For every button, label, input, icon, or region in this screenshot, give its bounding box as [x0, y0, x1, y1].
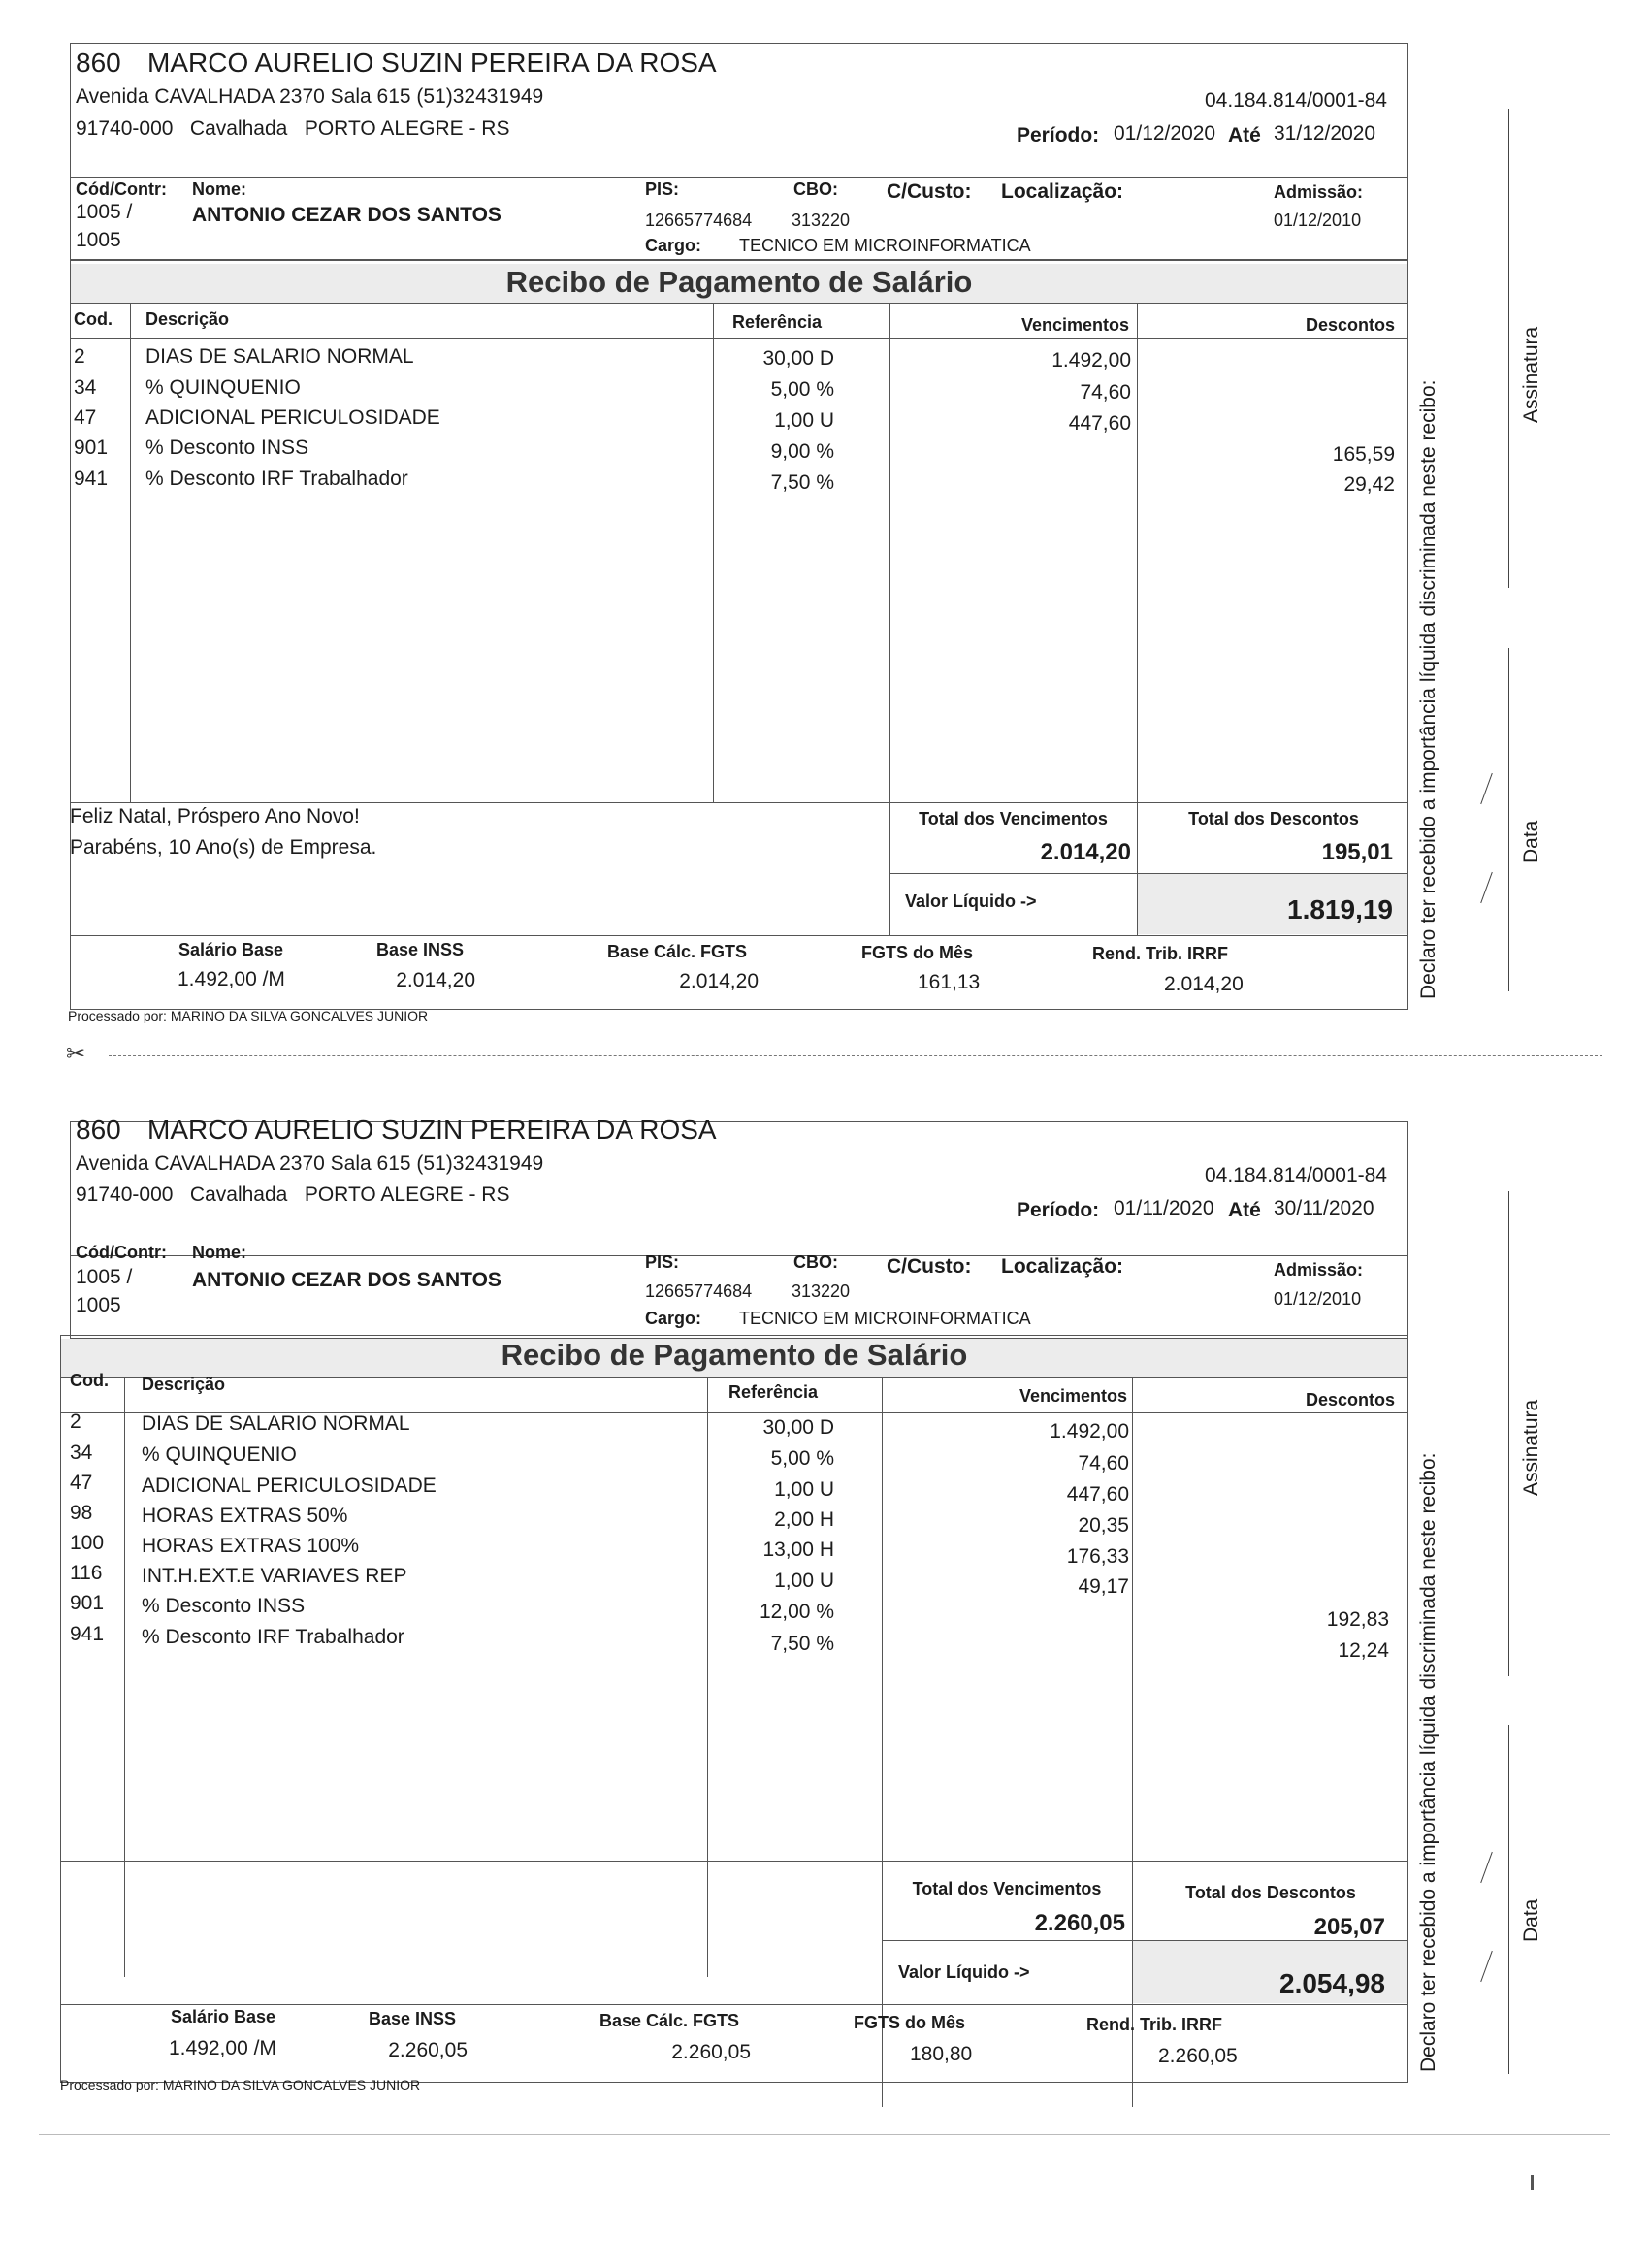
declaration-text: Declaro ter recebido a importância líquida discriminada neste recibo:	[1417, 1452, 1439, 2072]
col-cod-divider	[124, 1377, 125, 1977]
item-cod: 901	[74, 437, 109, 459]
item-referencia: 1,00 U	[774, 1478, 834, 1501]
item-referencia: 7,50 %	[770, 1633, 834, 1655]
item-vencimentos: 447,60	[1068, 412, 1131, 435]
item-referencia: 1,00 U	[774, 409, 834, 432]
period-start: 01/11/2020	[1114, 1197, 1214, 1219]
bases-divider	[70, 935, 1408, 936]
receipt-title: Recibo de Pagamento de Salário	[501, 1338, 968, 1372]
item-referencia: 2,00 H	[774, 1508, 834, 1531]
item-cod: 47	[74, 406, 97, 429]
scissors-icon: ✂	[66, 1041, 86, 1067]
item-vencimentos: 176,33	[1066, 1545, 1129, 1568]
pis-value: 12665774684	[645, 211, 753, 230]
date-label: Data	[1520, 820, 1542, 863]
processed-by: Processado por: MARINO DA SILVA GONCALVES JUNIOR	[68, 1008, 429, 1023]
col-venc-divider	[882, 1377, 883, 2107]
header-referencia: Referência	[728, 1382, 819, 1402]
fgts-mes-value: 180,80	[910, 2043, 973, 2065]
salario-base-value: 1.492,00 /M	[178, 968, 285, 990]
header-row-divider	[70, 338, 1408, 339]
localizacao-label: Localização:	[1001, 1255, 1124, 1278]
company-address: Avenida CAVALHADA 2370 Sala 615 (51)32431949	[76, 85, 544, 108]
cbo-label: CBO:	[793, 1252, 838, 1272]
item-cod: 941	[74, 468, 109, 490]
col-ref-divider	[707, 1377, 708, 1977]
item-descricao: HORAS EXTRAS 50%	[142, 1505, 348, 1527]
item-referencia: 30,00 D	[762, 1416, 834, 1439]
header-descricao: Descrição	[142, 1375, 226, 1394]
header-vencimentos: Vencimentos	[1020, 315, 1129, 335]
date-slash	[1480, 872, 1493, 903]
code-label: Cód/Contr:	[76, 179, 167, 199]
item-vencimentos: 447,60	[1066, 1483, 1129, 1506]
pis-label: PIS:	[645, 179, 680, 199]
col-cod-divider	[130, 303, 131, 802]
item-referencia: 30,00 D	[762, 347, 834, 370]
cargo-label: Cargo:	[645, 1309, 701, 1328]
item-descricao: % Desconto IRF Trabalhador	[146, 468, 408, 490]
fgts-mes-label: FGTS do Mês	[861, 943, 974, 962]
admissao-label: Admissão:	[1274, 182, 1364, 202]
code-line2: 1005	[76, 1294, 121, 1316]
admissao-value: 01/12/2010	[1274, 211, 1362, 230]
item-descontos: 165,59	[1332, 443, 1395, 466]
period-until-label: Até	[1228, 124, 1261, 146]
total-vencimentos-label: Total dos Vencimentos	[912, 1879, 1102, 1898]
company-city: 91740-000 Cavalhada PORTO ALEGRE - RS	[76, 117, 510, 140]
company-name: MARCO AURELIO SUZIN PEREIRA DA ROSA	[147, 1115, 717, 1145]
signature-line	[1508, 109, 1509, 588]
item-vencimentos: 74,60	[1078, 1452, 1129, 1474]
admissao-value: 01/12/2010	[1274, 1289, 1362, 1309]
salario-base-label: Salário Base	[171, 2007, 276, 2026]
date-slash	[1480, 1951, 1493, 1982]
item-referencia: 5,00 %	[770, 378, 834, 401]
header-vencimentos: Vencimentos	[1018, 1386, 1127, 1406]
item-descricao: % QUINQUENIO	[146, 376, 301, 399]
signature-line	[1508, 1191, 1509, 1676]
item-vencimentos: 74,60	[1080, 381, 1131, 404]
pis-value: 12665774684	[645, 1281, 753, 1301]
rend-irrf-value: 2.260,05	[1158, 2045, 1238, 2067]
base-fgts-value: 2.260,05	[671, 2041, 751, 2063]
base-inss-value: 2.260,05	[388, 2039, 468, 2061]
pis-label: PIS:	[645, 1252, 680, 1272]
cargo-value: TECNICO EM MICROINFORMATICA	[739, 236, 1031, 255]
localizacao-label: Localização:	[1001, 180, 1124, 203]
company-address: Avenida CAVALHADA 2370 Sala 615 (51)32431949	[76, 1152, 544, 1175]
item-descricao: ADICIONAL PERICULOSIDADE	[142, 1474, 436, 1497]
employee-name: ANTONIO CEZAR DOS SANTOS	[192, 204, 501, 226]
header-descontos: Descontos	[1305, 315, 1395, 335]
total-descontos-value: 195,01	[1321, 839, 1393, 865]
item-cod: 2	[74, 345, 85, 368]
total-descontos-label: Total dos Descontos	[1185, 1883, 1356, 1902]
valor-liquido-label: Valor Líquido ->	[905, 891, 1037, 911]
header-cod: Cod.	[70, 1371, 109, 1390]
base-inss-value: 2.014,20	[396, 969, 475, 991]
company-code: 860	[76, 1115, 121, 1145]
base-inss-label: Base INSS	[369, 2009, 457, 2028]
title-divider	[70, 303, 1408, 304]
item-cod: 116	[70, 1562, 103, 1584]
company-name: MARCO AURELIO SUZIN PEREIRA DA ROSA	[147, 48, 717, 78]
item-referencia: 13,00 H	[762, 1539, 834, 1561]
employee-name: ANTONIO CEZAR DOS SANTOS	[192, 1269, 501, 1291]
total-vencimentos-value: 2.260,05	[1034, 1910, 1125, 1936]
company-city: 91740-000 Cavalhada PORTO ALEGRE - RS	[76, 1183, 510, 1206]
rend-irrf-label: Rend. Trib. IRRF	[1086, 2015, 1223, 2034]
company-code: 860	[76, 48, 121, 78]
header-divider	[70, 1255, 1408, 1256]
item-descricao: INT.H.EXT.E VARIAVES REP	[142, 1565, 407, 1587]
salario-base-label: Salário Base	[178, 940, 284, 959]
processed-by: Processado por: MARINO DA SILVA GONCALVES JUNIOR	[60, 2077, 421, 2092]
total-descontos-label: Total dos Descontos	[1188, 809, 1359, 828]
item-descricao: ADICIONAL PERICULOSIDADE	[146, 406, 440, 429]
period-label: Período:	[1017, 124, 1100, 146]
period-until-label: Até	[1228, 1199, 1261, 1221]
item-cod: 901	[70, 1592, 105, 1614]
period-start: 01/12/2020	[1114, 122, 1216, 145]
item-vencimentos: 1.492,00	[1051, 349, 1131, 372]
base-inss-label: Base INSS	[376, 940, 465, 959]
item-cod: 34	[70, 1442, 93, 1464]
receipt-title: Recibo de Pagamento de Salário	[505, 265, 973, 299]
rend-irrf-label: Rend. Trib. IRRF	[1092, 944, 1229, 963]
period-label: Período:	[1017, 1199, 1100, 1221]
receipt-december	[0, 0, 1649, 1048]
header-referencia: Referência	[732, 312, 823, 332]
item-descricao: HORAS EXTRAS 100%	[142, 1535, 360, 1557]
code-line1: 1005 /	[76, 201, 133, 223]
item-referencia: 5,00 %	[770, 1447, 834, 1470]
item-descricao: % Desconto INSS	[146, 437, 309, 459]
name-label: Nome:	[192, 179, 247, 199]
item-vencimentos: 20,35	[1078, 1514, 1129, 1537]
item-vencimentos: 1.492,00	[1050, 1420, 1129, 1442]
cbo-label: CBO:	[793, 179, 838, 199]
scan-mark	[1531, 2175, 1534, 2190]
col-ref-divider	[713, 303, 714, 802]
name-label: Nome:	[192, 1243, 247, 1262]
valor-liquido-value: 2.054,98	[1279, 1968, 1385, 1998]
item-descricao: DIAS DE SALARIO NORMAL	[146, 345, 414, 368]
item-descricao: % Desconto INSS	[142, 1595, 306, 1617]
valor-liquido-label: Valor Líquido ->	[898, 1962, 1030, 1982]
item-referencia: 9,00 %	[770, 440, 834, 463]
base-fgts-label: Base Cálc. FGTS	[599, 2011, 740, 2030]
declaration-text: Declaro ter recebido a importância líquida discriminada neste recibo:	[1417, 379, 1439, 999]
salario-base-value: 1.492,00 /M	[169, 2037, 276, 2059]
totals-divider	[60, 1861, 1408, 1862]
code-line1: 1005 /	[76, 1266, 133, 1288]
rend-irrf-value: 2.014,20	[1164, 973, 1244, 995]
header-divider	[70, 177, 1408, 178]
item-vencimentos: 49,17	[1078, 1575, 1129, 1598]
code-line2: 1005	[76, 229, 121, 251]
period-end: 30/11/2020	[1274, 1197, 1374, 1219]
item-cod: 2	[70, 1410, 81, 1433]
base-fgts-label: Base Cálc. FGTS	[607, 942, 748, 961]
totals-divider	[70, 802, 1408, 803]
title-divider	[60, 1377, 1408, 1378]
date-line	[1508, 648, 1509, 991]
ccusto-label: C/Custo:	[887, 1255, 972, 1278]
admissao-label: Admissão:	[1274, 1260, 1364, 1280]
item-descontos: 12,24	[1338, 1639, 1389, 1662]
signature-label: Assinatura	[1520, 1399, 1542, 1496]
message-line: Parabéns, 10 Ano(s) de Empresa.	[70, 836, 377, 859]
code-label: Cód/Contr:	[76, 1243, 167, 1262]
cbo-value: 313220	[792, 211, 851, 230]
item-cod: 47	[70, 1472, 93, 1494]
date-slash	[1480, 773, 1493, 804]
header-descontos: Descontos	[1305, 1390, 1395, 1409]
item-cod: 34	[74, 376, 97, 399]
total-vencimentos-label: Total dos Vencimentos	[919, 809, 1108, 828]
item-cod: 941	[70, 1623, 105, 1645]
total-vencimentos-value: 2.014,20	[1040, 839, 1131, 865]
item-descricao: DIAS DE SALARIO NORMAL	[142, 1412, 410, 1435]
valor-liquido-value: 1.819,19	[1287, 894, 1393, 924]
date-slash	[1480, 1852, 1493, 1883]
col-venc-divider	[889, 303, 890, 935]
company-cnpj: 04.184.814/0001-84	[1204, 89, 1387, 112]
bases-divider	[60, 2004, 1408, 2005]
date-label: Data	[1520, 1898, 1542, 1942]
signature-label: Assinatura	[1520, 326, 1542, 423]
col-desc-divider	[1137, 303, 1138, 935]
header-descricao: Descrição	[146, 309, 230, 329]
period-end: 31/12/2020	[1274, 122, 1376, 145]
item-referencia: 1,00 U	[774, 1570, 834, 1592]
total-descontos-value: 205,07	[1313, 1914, 1385, 1940]
fgts-mes-value: 161,13	[918, 971, 981, 993]
cbo-value: 313220	[792, 1281, 851, 1301]
cut-line	[109, 1055, 1602, 1056]
cargo-value: TECNICO EM MICROINFORMATICA	[739, 1309, 1031, 1328]
item-descricao: % QUINQUENIO	[142, 1443, 297, 1466]
item-referencia: 7,50 %	[770, 471, 834, 494]
fgts-mes-label: FGTS do Mês	[854, 2013, 966, 2032]
date-line	[1508, 1725, 1509, 2074]
company-cnpj: 04.184.814/0001-84	[1204, 1164, 1387, 1186]
cut-line	[39, 2134, 1610, 2135]
item-cod: 100	[70, 1532, 105, 1554]
item-referencia: 12,00 %	[759, 1601, 834, 1623]
receipt-november	[0, 1075, 1649, 2122]
base-fgts-value: 2.014,20	[679, 970, 759, 992]
item-descontos: 29,42	[1343, 473, 1395, 496]
message-line: Feliz Natal, Próspero Ano Novo!	[70, 805, 360, 827]
item-cod: 98	[70, 1502, 93, 1524]
item-descricao: % Desconto IRF Trabalhador	[142, 1626, 404, 1648]
cargo-label: Cargo:	[645, 236, 701, 255]
ccusto-label: C/Custo:	[887, 180, 972, 203]
header-cod: Cod.	[74, 309, 113, 329]
item-descontos: 192,83	[1326, 1608, 1389, 1631]
